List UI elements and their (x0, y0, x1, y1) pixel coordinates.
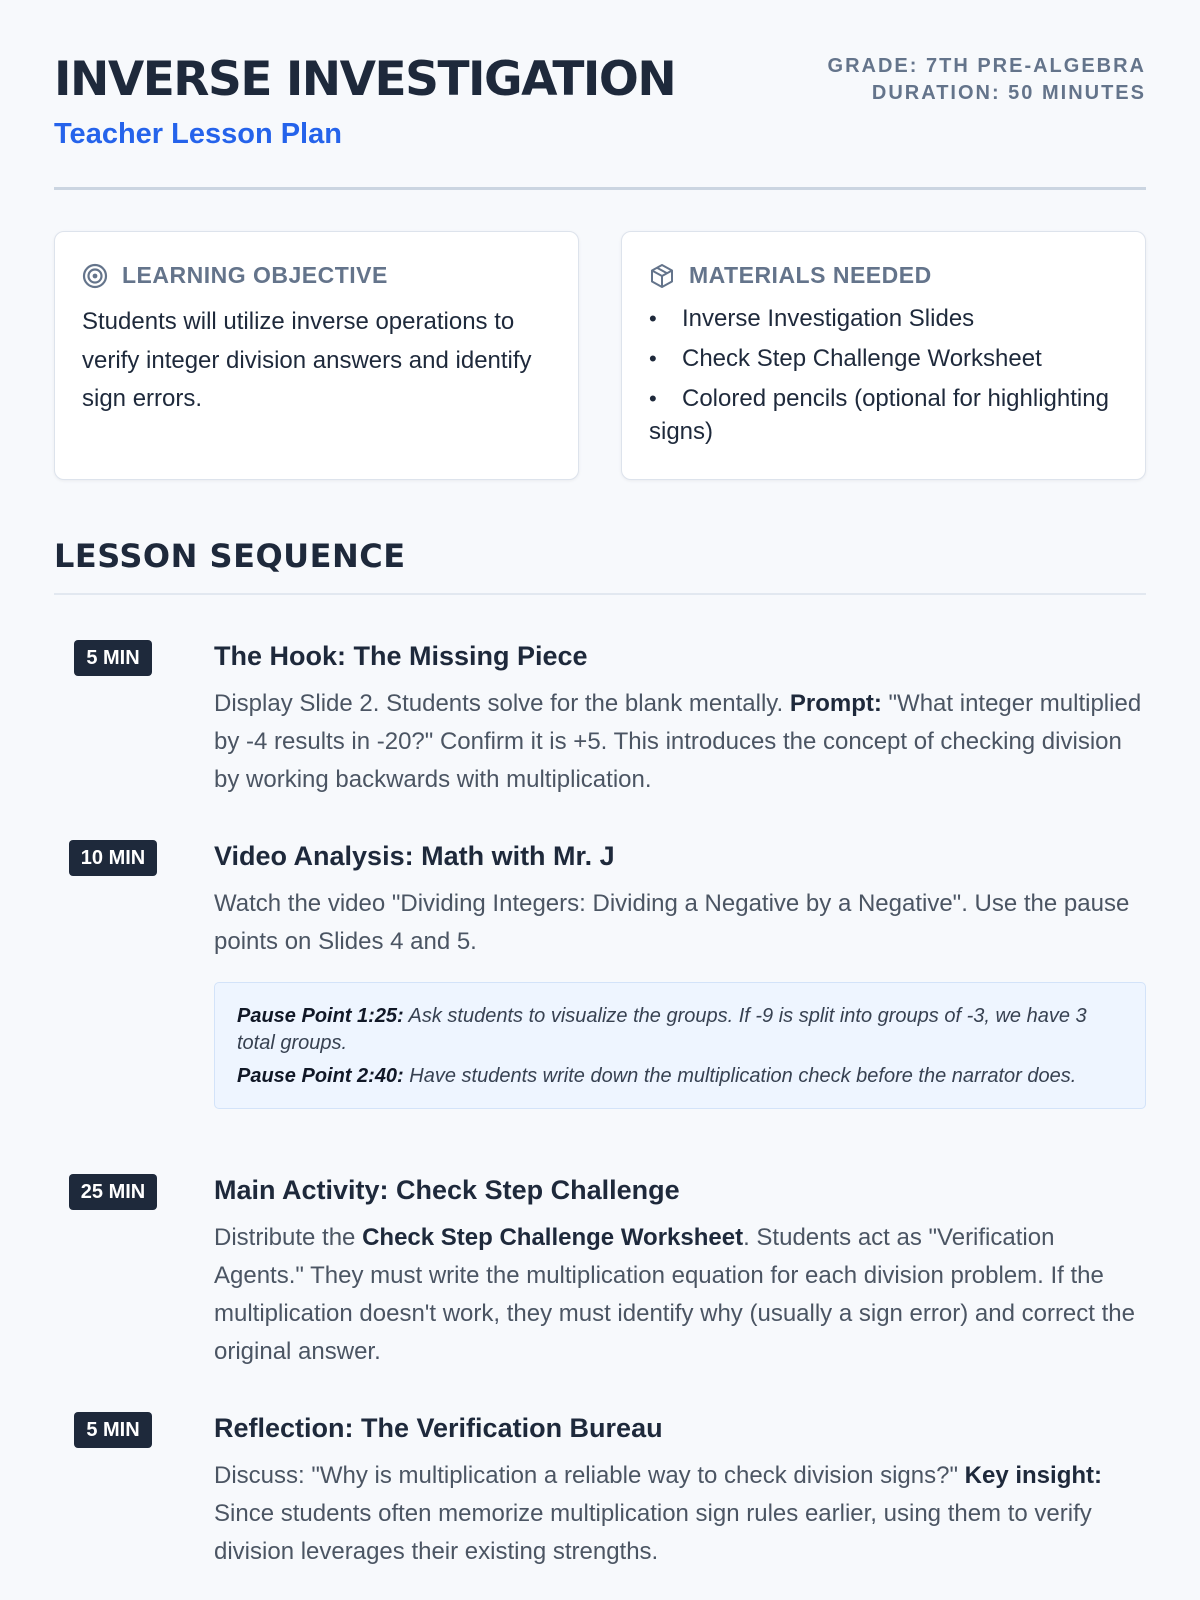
grade-label: GRADE: 7TH PRE-ALGEBRA (827, 55, 1146, 77)
pause-point-label: Pause Point 1:25: (237, 1005, 404, 1027)
step-text (214, 1219, 1146, 1371)
bold-segment: Prompt: (789, 690, 882, 717)
bullet-icon: • (649, 306, 657, 331)
step-body (214, 840, 1146, 1109)
step-title: The Hook: The Missing Piece (214, 641, 588, 671)
pause-point-label: Pause Point 2:40: (237, 1065, 404, 1087)
pause-point (237, 1063, 1123, 1090)
material-label: Colored pencils (optional for highlighting signs) (649, 385, 1109, 445)
text-segment: "What integer multiplied by -4 results in -20?" Confirm it is +5. This introduces the concept of checking division by working backwards with multiplication. (214, 690, 1142, 793)
text-segment: Discuss: "Why is multiplication a reliable way to check division signs?" (214, 1462, 965, 1489)
step-body (214, 1174, 1146, 1371)
time-badge: 25 MIN (69, 1174, 157, 1210)
box-icon (649, 263, 675, 289)
page-subtitle: Teacher Lesson Plan (54, 118, 342, 150)
card-header (82, 262, 388, 289)
pause-point-text: Ask students to visualize the groups. If -9 is split into groups of -3, we have 3 total groups. (237, 1005, 1087, 1054)
pause-point (237, 1003, 1123, 1057)
duration-label: DURATION: 50 MINUTES (871, 82, 1146, 104)
card-heading: LEARNING OBJECTIVE (122, 262, 388, 288)
step-title: Video Analysis: Math with Mr. J (214, 841, 615, 871)
card-heading: MATERIALS NEEDED (689, 262, 932, 288)
page-header (54, 0, 1146, 190)
step-body (214, 1412, 1146, 1571)
time-badge-wrap (54, 1412, 172, 1448)
pause-points-box (214, 982, 1146, 1109)
step-text: Watch the video "Dividing Integers: Dividing a Negative by a Negative". Use the pause points on Slides 4 and 5. (214, 890, 1130, 955)
time-badge-wrap (54, 1174, 172, 1210)
target-icon (82, 263, 108, 289)
time-badge: 10 MIN (69, 840, 157, 876)
text-segment: . Students act as "Verification Agents." They must write the multiplication equation for each division problem. If the multiplication doesn't work, they must identify why (usually a sign error) and correct the original answer. (214, 1224, 1135, 1365)
step-text (214, 685, 1146, 799)
page-title: INVERSE INVESTIGATION (54, 52, 676, 107)
text-segment: Display Slide 2. Students solve for the blank mentally. (214, 690, 790, 717)
list-item (649, 382, 1118, 448)
list-item (649, 302, 1118, 335)
bold-segment: Key insight: (964, 1462, 1102, 1489)
text-segment: Since students often memorize multiplication sign rules earlier, using them to verify division leverages their existing strengths. (214, 1500, 1092, 1565)
material-label: Check Step Challenge Worksheet (682, 345, 1042, 372)
card-header (649, 262, 932, 289)
time-badge-wrap (54, 840, 172, 876)
time-badge: 5 MIN (74, 1412, 151, 1448)
pause-point-text: Have students write down the multiplication check before the narrator does. (403, 1065, 1077, 1087)
step-text (214, 1457, 1146, 1571)
bullet-icon: • (649, 386, 657, 411)
time-badge: 5 MIN (74, 640, 151, 676)
bold-segment: Check Step Challenge Worksheet (362, 1224, 744, 1251)
step-title: Reflection: The Verification Bureau (214, 1413, 663, 1443)
step-title: Main Activity: Check Step Challenge (214, 1175, 680, 1205)
info-cards (54, 231, 1146, 480)
objective-text: Students will utilize inverse operations to verify integer division answers and identify sign errors. (82, 308, 532, 412)
materials-list (649, 302, 1118, 455)
bullet-icon: • (649, 346, 657, 371)
step-body (214, 640, 1146, 799)
divider (54, 593, 1146, 595)
time-badge-wrap (54, 640, 172, 676)
material-label: Inverse Investigation Slides (682, 305, 975, 332)
lesson-meta (828, 53, 1146, 107)
learning-objective-card (54, 231, 579, 480)
text-segment: Distribute the (214, 1224, 363, 1251)
materials-card (621, 231, 1146, 480)
sequence-heading: LESSON SEQUENCE (54, 537, 406, 575)
list-item (649, 342, 1118, 375)
